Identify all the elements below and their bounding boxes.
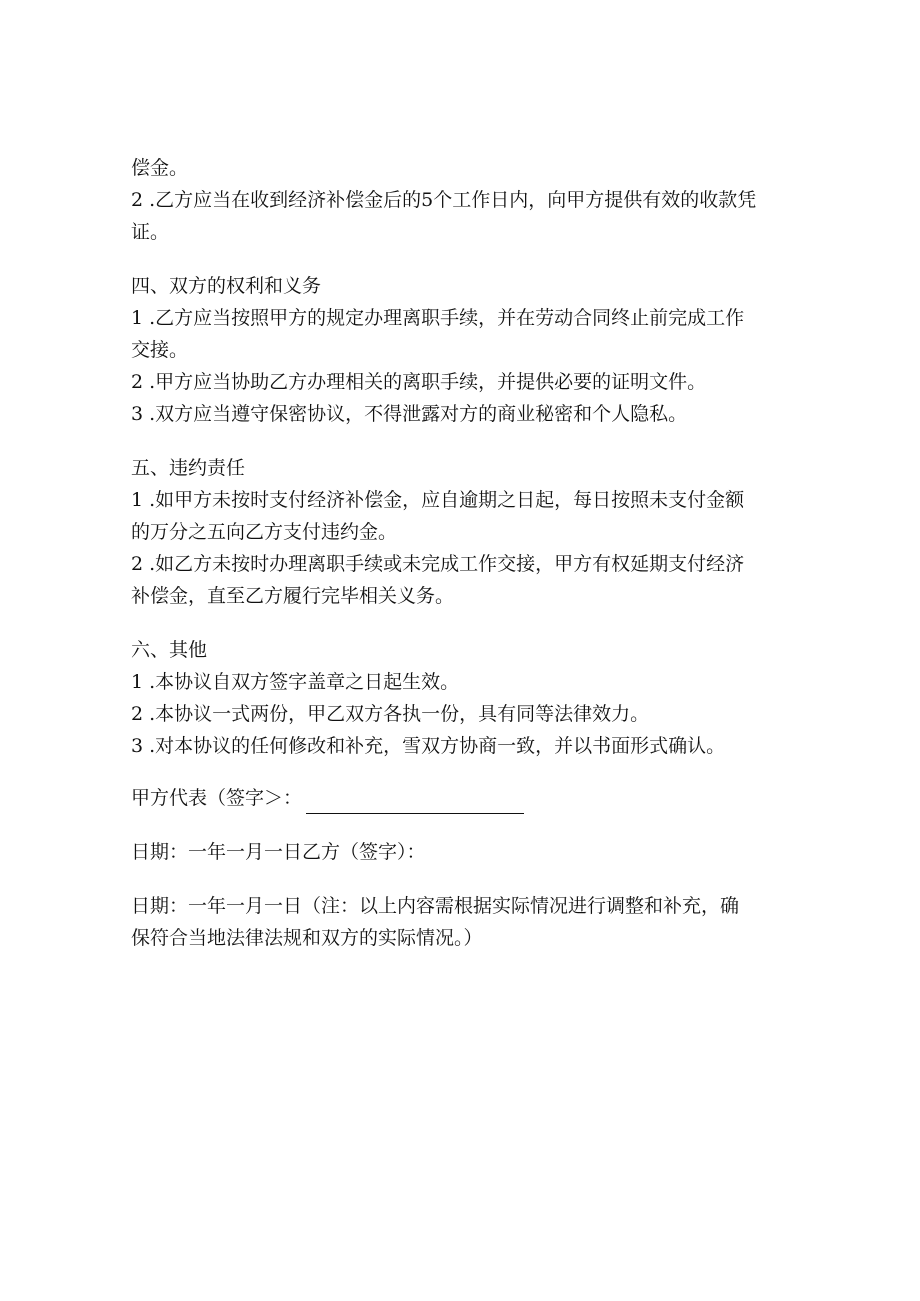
section-4-heading: 四、双方的权利和义务	[131, 275, 322, 297]
party-a-signature-label: 甲方代表（签字＞：	[131, 787, 303, 809]
section-6-item-2: 2 .本协议一式两份，甲乙双方各执一份，具有同等法律效力。	[131, 703, 650, 725]
section-5-item-1-line-2: 的万分之五向乙方支付违约金。	[131, 521, 398, 543]
section-4-item-3: 3 .双方应当遵守保密协议，不得泄露对方的商业秘密和个人隐私。	[131, 403, 688, 425]
section-5-item-2-line-1: 2 .如乙方未按时办理离职手续或未完成工作交接，甲方有权延期支付经济	[131, 553, 745, 575]
date-note-line-2: 保符合当地法律法规和双方的实际情况。）	[131, 927, 483, 949]
section-4-item-1-line-1: 1 .乙方应当按照甲方的规定办理离职手续，并在劳动合同终止前完成工作	[131, 307, 745, 329]
document-page	[131, 152, 781, 954]
clause-continuation: 偿金。	[131, 157, 189, 179]
section-5-item-1-line-1: 1 .如甲方未按时支付经济补偿金，应自逾期之日起，每日按照未支付金额	[131, 489, 745, 511]
section-4-item-1-line-2: 交接。	[131, 339, 189, 361]
party-a-signature-row	[131, 782, 781, 814]
section-5-item-2-line-2: 补偿金，直至乙方履行完毕相关义务。	[131, 585, 455, 607]
clause-3-item-2-line-2: 证。	[131, 221, 170, 243]
date-party-b-row: 日期：一年一月一日乙方（签字）：	[131, 841, 426, 863]
date-note-line-1: 日期：一年一月一日（注：以上内容需根据实际情况进行调整和补充，确	[131, 895, 740, 917]
section-6-heading: 六、其他	[131, 639, 208, 661]
clause-3-item-2-line-1: 2 .乙方应当在收到经济补偿金后的5个工作日内，向甲方提供有效的收款凭	[131, 189, 757, 211]
section-4-item-2: 2 .甲方应当协助乙方办理相关的离职手续，并提供必要的证明文件。	[131, 371, 707, 393]
section-5-heading: 五、违约责任	[131, 457, 246, 479]
signature-blank-line[interactable]	[306, 793, 524, 814]
section-6-item-3: 3 .对本协议的任何修改和补充，雪双方协商一致，并以书面形式确认。	[131, 735, 726, 757]
section-6-item-1: 1 .本协议自双方签字盖章之日起生效。	[131, 671, 460, 693]
